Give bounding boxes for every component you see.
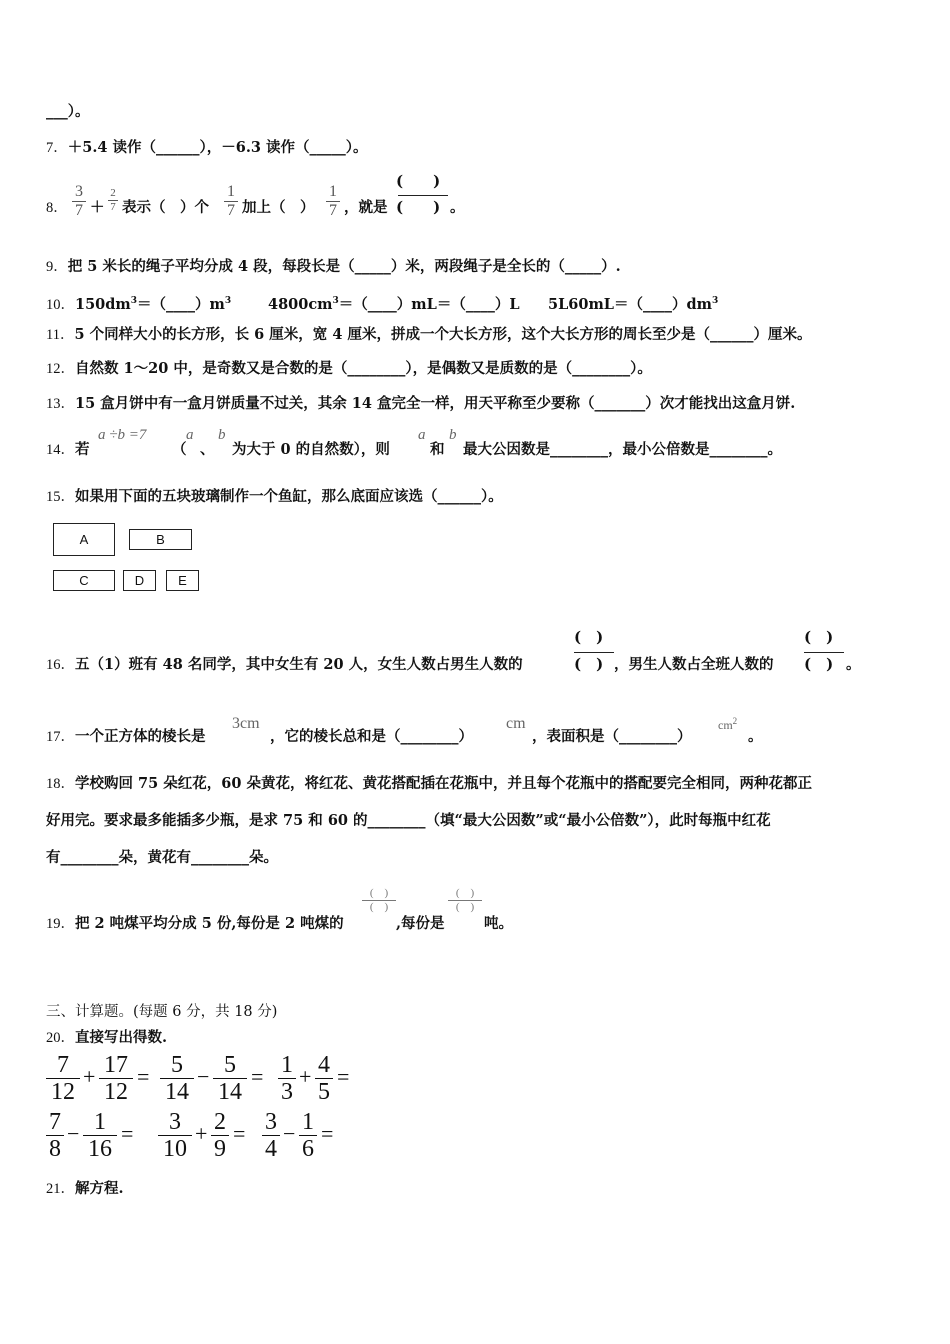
question-18-line-1: 18．学校购回 75 朵红花，60 朵黄花，将红花、黄花搭配插在花瓶中，并且每个花瓶中的搭配要完全相同，两种花都正 bbox=[46, 775, 812, 792]
q14-var-b: b bbox=[218, 427, 226, 443]
question-7 bbox=[46, 138, 368, 158]
calc-6-fraction-b bbox=[299, 1110, 317, 1161]
q14-var-a-2: a bbox=[418, 427, 426, 443]
calc-1-fraction-a-denominator: 12 bbox=[51, 1079, 75, 1105]
q16-blank-1-bar bbox=[574, 652, 614, 653]
q14-text-2: 为大于 0 的自然数），则 bbox=[232, 441, 390, 458]
question-18-line-3: 有________朵，黄花有________朵。 bbox=[46, 849, 278, 866]
calc-1-fraction-a-numerator: 7 bbox=[57, 1052, 69, 1078]
q17-unit-cm: cm bbox=[506, 715, 526, 732]
calc-5-fraction-b-denominator: 9 bbox=[214, 1136, 226, 1162]
glass-e: E bbox=[166, 570, 199, 591]
calc-4-equals: = bbox=[121, 1121, 134, 1146]
calc-2-fraction-a-denominator: 14 bbox=[165, 1079, 189, 1105]
calc-3-equals: = bbox=[337, 1064, 350, 1089]
question-21: 21．解方程. bbox=[46, 1180, 124, 1197]
calc-4-fraction-b-denominator: 16 bbox=[88, 1136, 112, 1162]
q8-fraction-4: 1 7 bbox=[326, 184, 340, 219]
calc-2-fraction-b-denominator: 14 bbox=[218, 1079, 242, 1105]
q14-equation: a ÷b =7 bbox=[98, 427, 147, 443]
question-11: 11．5 个同样大小的长方形，长 6 厘米，宽 4 厘米，拼成一个大长方形，这个大长方形的周长至少是（______）厘米。 bbox=[46, 326, 812, 343]
q16-blank-1-den: ( ) bbox=[574, 655, 604, 673]
q17-unit-cm2: $cm^2$ bbox=[718, 716, 738, 732]
question-10: 10．$150dm^3=(\_\_\_\_)m^3$ bbox=[46, 295, 232, 313]
calc-4-fraction-b bbox=[83, 1110, 117, 1161]
q10-part-b: $4800cm^3=(\_\_\_\_)mL=(\_\_\_\_)L$ bbox=[268, 295, 520, 313]
q8-text-4: 。 bbox=[450, 199, 465, 216]
q14-comma: 、 bbox=[200, 441, 215, 458]
calc-6-fraction-a-denominator: 4 bbox=[265, 1136, 277, 1162]
question-18-line-2: 好用完。要求最多能插多少瓶，是求 75 和 60 的________（填“最大公因数”或“最小公倍数”），此时每瓶中红花 bbox=[46, 812, 771, 829]
q16-text-2: ，男生人数占全班人数的 bbox=[614, 656, 774, 673]
calc-4-operator: − bbox=[67, 1121, 80, 1146]
calc-5-fraction-a-denominator: 10 bbox=[163, 1136, 187, 1162]
calc-4-fraction-a bbox=[46, 1110, 64, 1161]
calc-5-equals: = bbox=[233, 1121, 246, 1146]
q8-fraction-2: 2 7 bbox=[108, 188, 118, 213]
calc-6-fraction-b-denominator: 6 bbox=[302, 1136, 314, 1162]
question-13: 13．15 盒月饼中有一盒月饼质量不过关，其余 14 盒完全一样，用天平称至少要称（_______）次才能找出这盒月饼. bbox=[46, 395, 796, 412]
calc-2-equals: = bbox=[251, 1064, 264, 1089]
q16-blank-2-bar bbox=[804, 652, 844, 653]
q19-text-2: ,每份是 bbox=[396, 915, 445, 932]
calc-3-fraction-b bbox=[315, 1053, 333, 1104]
calc-5-fraction-a-numerator: 3 bbox=[169, 1109, 181, 1135]
question-20: 20．直接写出得数. bbox=[46, 1029, 168, 1046]
q14-var-a: a bbox=[186, 427, 194, 443]
calc-6-fraction-b-numerator: 1 bbox=[302, 1109, 314, 1135]
calc-4-fraction-b-numerator: 1 bbox=[94, 1109, 106, 1135]
calc-3-fraction-b-numerator: 4 bbox=[318, 1052, 330, 1078]
calc-3-fraction-a-numerator: 1 bbox=[281, 1052, 293, 1078]
calc-2-fraction-b-numerator: 5 bbox=[224, 1052, 236, 1078]
question-15: 15．如果用下面的五块玻璃制作一个鱼缸，那么底面应该选（______）。 bbox=[46, 488, 503, 505]
calc-6-fraction-a bbox=[262, 1110, 280, 1161]
q8-blank-bar bbox=[398, 195, 448, 196]
calc-1-operator: + bbox=[83, 1064, 96, 1089]
calc-2-operator: − bbox=[197, 1064, 210, 1089]
calc-4-fraction-a-numerator: 7 bbox=[49, 1109, 61, 1135]
q14-and: 和 bbox=[430, 441, 445, 458]
calc-6-equals: = bbox=[321, 1121, 334, 1146]
q14-var-b-2: b bbox=[449, 427, 457, 443]
q8-text-1: 表示（ ）个 bbox=[122, 199, 209, 216]
question-14: 14．若 bbox=[46, 441, 90, 458]
calc-2-fraction-a-numerator: 5 bbox=[171, 1052, 183, 1078]
calc-1-equals: = bbox=[137, 1064, 150, 1089]
glass-a: A bbox=[53, 523, 115, 556]
calc-1-fraction-a bbox=[46, 1053, 80, 1104]
question-12: 12．自然数 1～20 中，是奇数又是合数的是（________），是偶数又是质数的是（________）。 bbox=[46, 360, 652, 377]
q14-paren-open: （ bbox=[172, 441, 187, 458]
q16-blank-1-num: ( ) bbox=[574, 628, 604, 646]
glass-b: B bbox=[129, 529, 192, 550]
calc-6-operator: − bbox=[283, 1121, 296, 1146]
calc-1-fraction-b bbox=[99, 1053, 133, 1104]
q9-text: 把 5 米长的绳子平均分成 4 段，每段长是（_____）米，两段绳子是全长的（_____）. bbox=[67, 258, 621, 275]
q17-edge-value: 3cm bbox=[232, 715, 260, 732]
q17-text-3: ，表面积是（________） bbox=[532, 728, 692, 745]
calc-1-fraction-b-numerator: 17 bbox=[104, 1052, 128, 1078]
question-17: 17．一个正方体的棱长是 bbox=[46, 728, 206, 745]
calc-5-fraction-b-numerator: 2 bbox=[214, 1109, 226, 1135]
q16-blank-2-num: ( ) bbox=[804, 628, 834, 646]
calc-5-fraction-b bbox=[211, 1110, 229, 1161]
calc-5-operator: + bbox=[195, 1121, 208, 1146]
q17-text-4: 。 bbox=[748, 728, 763, 745]
calc-3-fraction-a-denominator: 3 bbox=[281, 1079, 293, 1105]
calc-2-fraction-b bbox=[213, 1053, 247, 1104]
q8-blank-numerator: ( ) bbox=[396, 172, 441, 190]
q8-text-3: ，就是 bbox=[344, 199, 388, 216]
calc-3-operator: + bbox=[299, 1064, 312, 1089]
section-3-title: 三、计算题。(每题 6 分，共 18 分) bbox=[46, 1004, 278, 1020]
q7-text: ＋5.4 读作（______），－6.3 读作（_____）。 bbox=[67, 139, 368, 156]
q17-text-2: ，它的棱长总和是（________） bbox=[270, 728, 473, 745]
q16-text-3: 。 bbox=[846, 656, 861, 673]
q10-part-c: $5L60mL=(\_\_\_\_)dm^3$ bbox=[548, 295, 719, 313]
q8-fraction-3: 1 7 bbox=[224, 184, 238, 219]
question-8-number: 8． bbox=[46, 200, 68, 216]
calc-3-fraction-b-denominator: 5 bbox=[318, 1079, 330, 1105]
glass-c: C bbox=[53, 570, 115, 591]
q7-number: 7． bbox=[46, 140, 68, 156]
calc-3-fraction-a bbox=[278, 1053, 296, 1104]
calc-5-fraction-a bbox=[158, 1110, 192, 1161]
q14-text-3: 最大公因数是________，最小公倍数是________。 bbox=[463, 441, 782, 458]
q16-blank-2-den: ( ) bbox=[804, 655, 834, 673]
q8-text-2: 加上（ ） bbox=[242, 199, 315, 216]
calc-4-fraction-a-denominator: 8 bbox=[49, 1136, 61, 1162]
calc-1-fraction-b-denominator: 12 bbox=[104, 1079, 128, 1105]
q8-fraction-1: 3 7 bbox=[72, 184, 86, 219]
q8-plus: ＋ bbox=[90, 199, 105, 216]
glass-d: D bbox=[123, 570, 156, 591]
question-19: 19．把 2 吨煤平均分成 5 份,每份是 2 吨煤的 bbox=[46, 915, 344, 932]
q19-blank-2: ( ) ( ) bbox=[448, 888, 482, 913]
q19-text-3: 吨。 bbox=[484, 915, 513, 932]
question-9: 9．把 5 米长的绳子平均分成 4 段，每段长是（_____）米，两段绳子是全长的（_____）. bbox=[46, 258, 621, 275]
q6-tail: ___）。 bbox=[46, 103, 90, 120]
q8-blank-denominator: ( ) bbox=[396, 198, 441, 216]
question-16: 16．五（1）班有 48 名同学，其中女生有 20 人，女生人数占男生人数的 bbox=[46, 656, 523, 673]
calc-2-fraction-a bbox=[160, 1053, 194, 1104]
q19-blank-1: ( ) ( ) bbox=[362, 888, 396, 913]
calc-6-fraction-a-numerator: 3 bbox=[265, 1109, 277, 1135]
